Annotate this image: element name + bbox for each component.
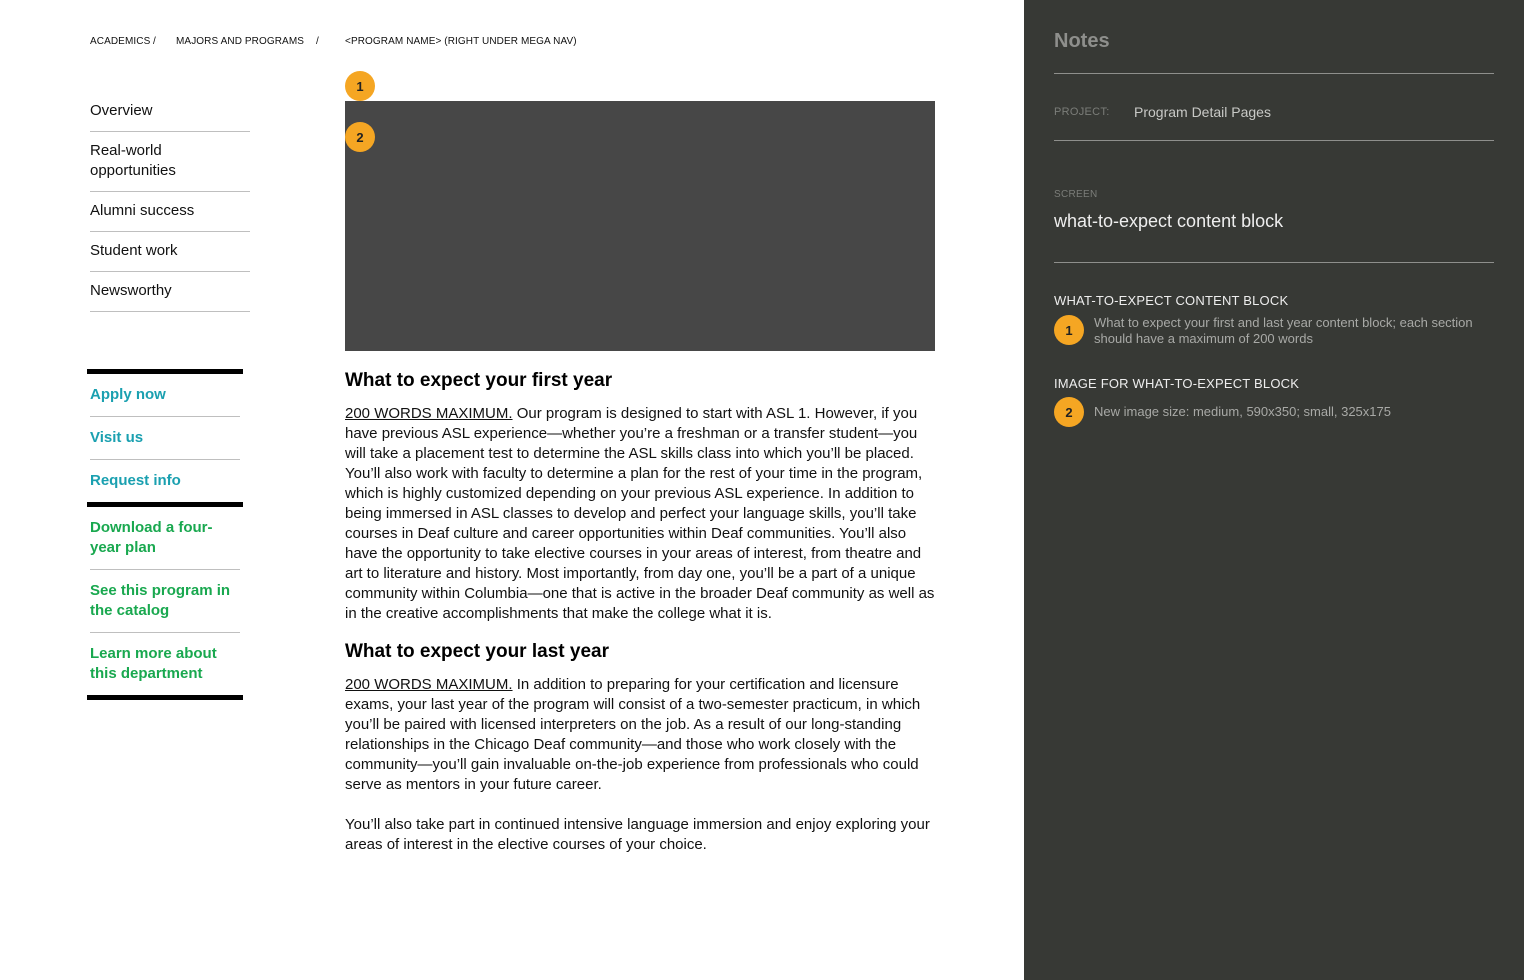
note-description-2: New image size: medium, 590x350; small, 325x175 [1094,404,1391,419]
screen-label: SCREEN [1054,189,1098,200]
project-label: PROJECT: [1054,106,1110,118]
note-marker-1: 1 [1054,315,1084,345]
screen-value: what-to-expect content block [1054,211,1284,231]
image-placeholder [345,101,935,351]
note-section-title-1: WHAT-TO-EXPECT CONTENT BLOCK [1054,293,1289,308]
project-value: Program Detail Pages [1134,104,1271,120]
cta-links [87,369,243,700]
last-year-body: In addition to preparing for your certification and licensure exams, your last year of the program will consist of a two-semester practicum, in which you’ll be paired with licensed interpreters on the job. As a result of our long-standing relationships in the Chicago Deaf community—and those who work closely with the community—you’ll gain invaluable on-the-job experience from professionals who could serve as mentors in your future career. [345,676,921,793]
nav-item-student-work[interactable]: Student work [90,232,250,272]
word-limit-note: 200 WORDS MAXIMUM. [345,405,513,422]
apply-now-link[interactable]: Apply now [90,374,240,417]
learn-more-department-link[interactable]: Learn more about this department [90,645,217,682]
note-marker-2: 2 [1054,397,1084,427]
divider [1054,140,1494,141]
notes-title: Notes [1054,30,1110,52]
last-year-paragraph-2: You’ll also take part in continued intensive language immersion and enjoy exploring your areas of interest in the elective courses of your choice. [345,816,930,853]
first-year-body: Our program is designed to start with ASL 1. However, if you have previous ASL experience—whether you’re a freshman or a transfer student—you will take a placement test to determine the ASL skills class into which you’ll be placed. You’ll also work with faculty to determine a plan for the rest of your time in the program, which is highly customized depending on your previous ASL experience. In addition to being immersed in ASL classes to develop and perfect your language skills, you’ll take courses in Deaf culture and career opportunities within Deaf communities. You’ll also have the opportunity to take elective courses in your areas of interest, from theatre and art to literature and history. Most importantly, from day one, you’ll be a part of a unique community within Columbia—one that is active in the broader Deaf community as well as in the creative accomplishments that make the college what it is. [345,405,935,622]
breadcrumb-majors-and-programs[interactable]: MAJORS AND PROGRAMS [176,36,305,47]
note-description-1: What to expect your first and last year content block; each section should have a maximum of 200 words [1094,315,1473,346]
annotation-marker-2: 2 [345,122,375,152]
breadcrumb-program-name: <PROGRAM NAME> (RIGHT UNDER MEGA NAV) [345,36,577,47]
breadcrumb-separator: / [153,36,156,47]
see-program-in-catalog-link[interactable]: See this program in the catalog [90,570,240,633]
annotation-marker-1: 1 [345,71,375,101]
breadcrumb-academics[interactable]: ACADEMICS [90,36,151,47]
divider [1054,262,1494,263]
visit-us-link[interactable]: Visit us [90,417,240,460]
last-year-section [345,640,935,855]
section-nav [90,92,250,312]
word-limit-note: 200 WORDS MAXIMUM. [345,676,513,693]
download-four-year-plan-link[interactable]: Download a four-year plan [90,507,240,570]
divider [1054,73,1494,74]
first-year-section [345,369,935,624]
breadcrumb-separator: / [316,36,319,47]
first-year-heading: What to expect your first year [345,370,613,391]
nav-item-real-world-opportunities[interactable]: Real-world opportunities [90,132,250,192]
last-year-paragraph [345,675,935,795]
request-info-link[interactable]: Request info [90,472,181,489]
first-year-paragraph [345,404,935,624]
nav-item-newsworthy[interactable]: Newsworthy [90,272,250,312]
nav-item-alumni-success[interactable]: Alumni success [90,192,250,232]
note-section-title-2: IMAGE FOR WHAT-TO-EXPECT BLOCK [1054,376,1300,391]
last-year-heading: What to expect your last year [345,641,609,662]
divider [87,695,243,700]
nav-item-overview[interactable]: Overview [90,92,250,132]
notes-panel [1024,0,1524,980]
